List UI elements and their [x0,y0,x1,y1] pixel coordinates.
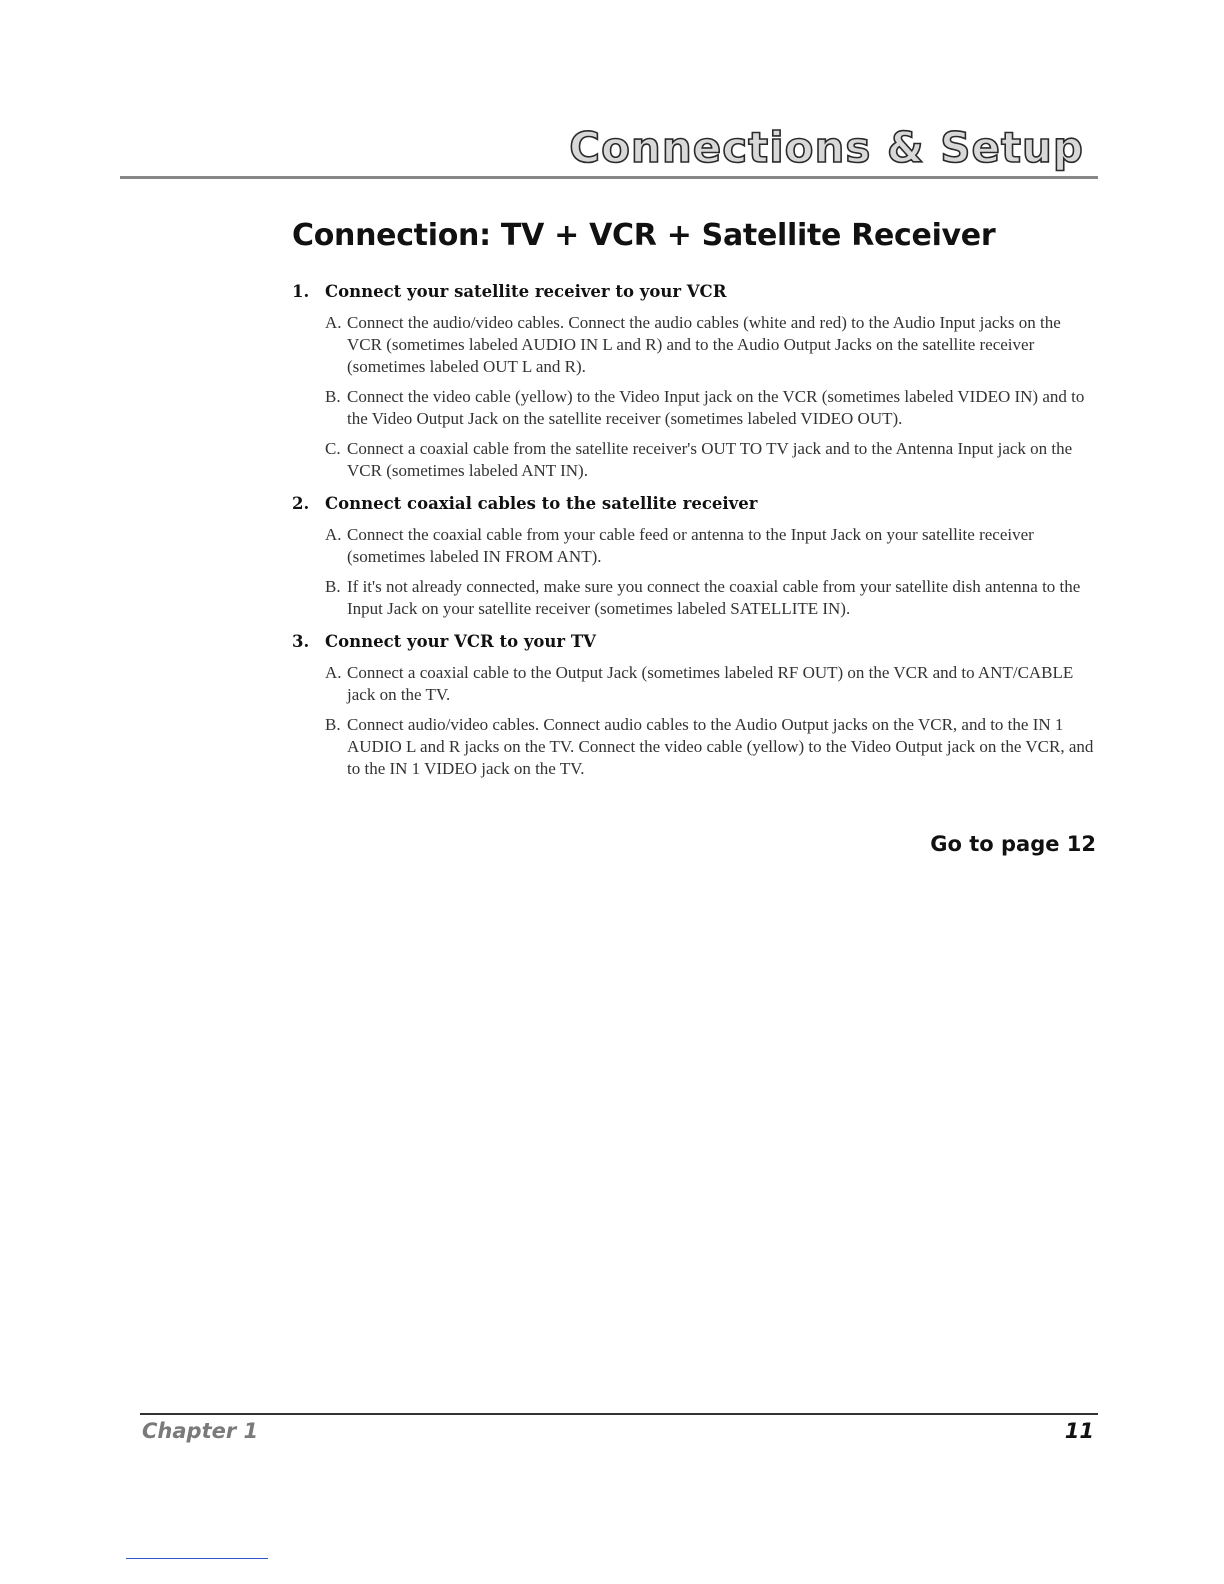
section-header [120,123,1098,179]
instructions [292,282,1098,792]
sub-item-text: Connect the video cable (yellow) to the Video Input jack on the VCR (sometimes labeled VIDEO IN) and to the Video Output Jack on the satellite receiver (sometimes labeled VIDEO OUT). [347,387,1085,428]
step-1 [292,282,1098,482]
bottom-rule [126,1558,268,1559]
sub-item [292,312,1098,378]
step-heading [292,494,1098,513]
sub-item-letter: A. [325,313,342,332]
goto-page-link: Go to page 12 [930,832,1096,856]
footer-chapter: Chapter 1 [142,1419,259,1443]
step-number: 2. [292,494,310,513]
sub-item-letter: B. [325,715,341,734]
page-footer [140,1413,1098,1451]
sub-item-text: Connect the audio/video cables. Connect the audio cables (white and red) to the Audio Input jacks on the VCR (sometimes labeled AUDIO IN L and R) and to the Audio Output Jacks on the satellite receiver (sometimes labeled OUT L and R). [347,313,1061,376]
step-number: 3. [292,632,310,651]
sub-item [292,662,1098,706]
sub-item-letter: A. [325,663,342,682]
sub-item-text: Connect the coaxial cable from your cable feed or antenna to the Input Jack on your satellite receiver (sometimes labeled IN FROM ANT). [347,525,1034,566]
sub-item [292,524,1098,568]
step-title: Connect coaxial cables to the satellite receiver [325,494,758,513]
sub-item-text: Connect a coaxial cable to the Output Jack (sometimes labeled RF OUT) on the VCR and to ANT/CABLE jack on the TV. [347,663,1074,704]
sub-item-text: Connect a coaxial cable from the satellite receiver's OUT TO TV jack and to the Antenna Input jack on the VCR (sometimes labeled ANT IN). [347,439,1073,480]
sub-item [292,576,1098,620]
sub-item [292,386,1098,430]
page-heading: Connection: TV + VCR + Satellite Receiver [292,218,996,253]
step-title: Connect your satellite receiver to your VCR [325,282,727,301]
section-title: Connections & Setup [569,123,1084,172]
sub-item-letter: B. [325,387,341,406]
sub-item [292,438,1098,482]
sub-item-text: Connect audio/video cables. Connect audio cables to the Audio Output jacks on the VCR, and to the IN 1 AUDIO L and R jacks on the TV. Connect the video cable (yellow) to the Video Output jack on the VCR, and to the IN 1 VIDEO jack on the TV. [347,715,1094,778]
step-title: Connect your VCR to your TV [325,632,596,651]
step-number: 1. [292,282,310,301]
sub-item-text: If it's not already connected, make sure you connect the coaxial cable from your satellite dish antenna to the Input Jack on your satellite receiver (sometimes labeled SATELLITE IN). [347,577,1081,618]
footer-page-number: 11 [1064,1419,1094,1443]
step-heading [292,282,1098,301]
step-2 [292,494,1098,620]
step-heading [292,632,1098,651]
step-3 [292,632,1098,780]
sub-item [292,714,1098,780]
sub-item-letter: B. [325,577,341,596]
sub-item-letter: A. [325,525,342,544]
sub-item-letter: C. [325,439,341,458]
